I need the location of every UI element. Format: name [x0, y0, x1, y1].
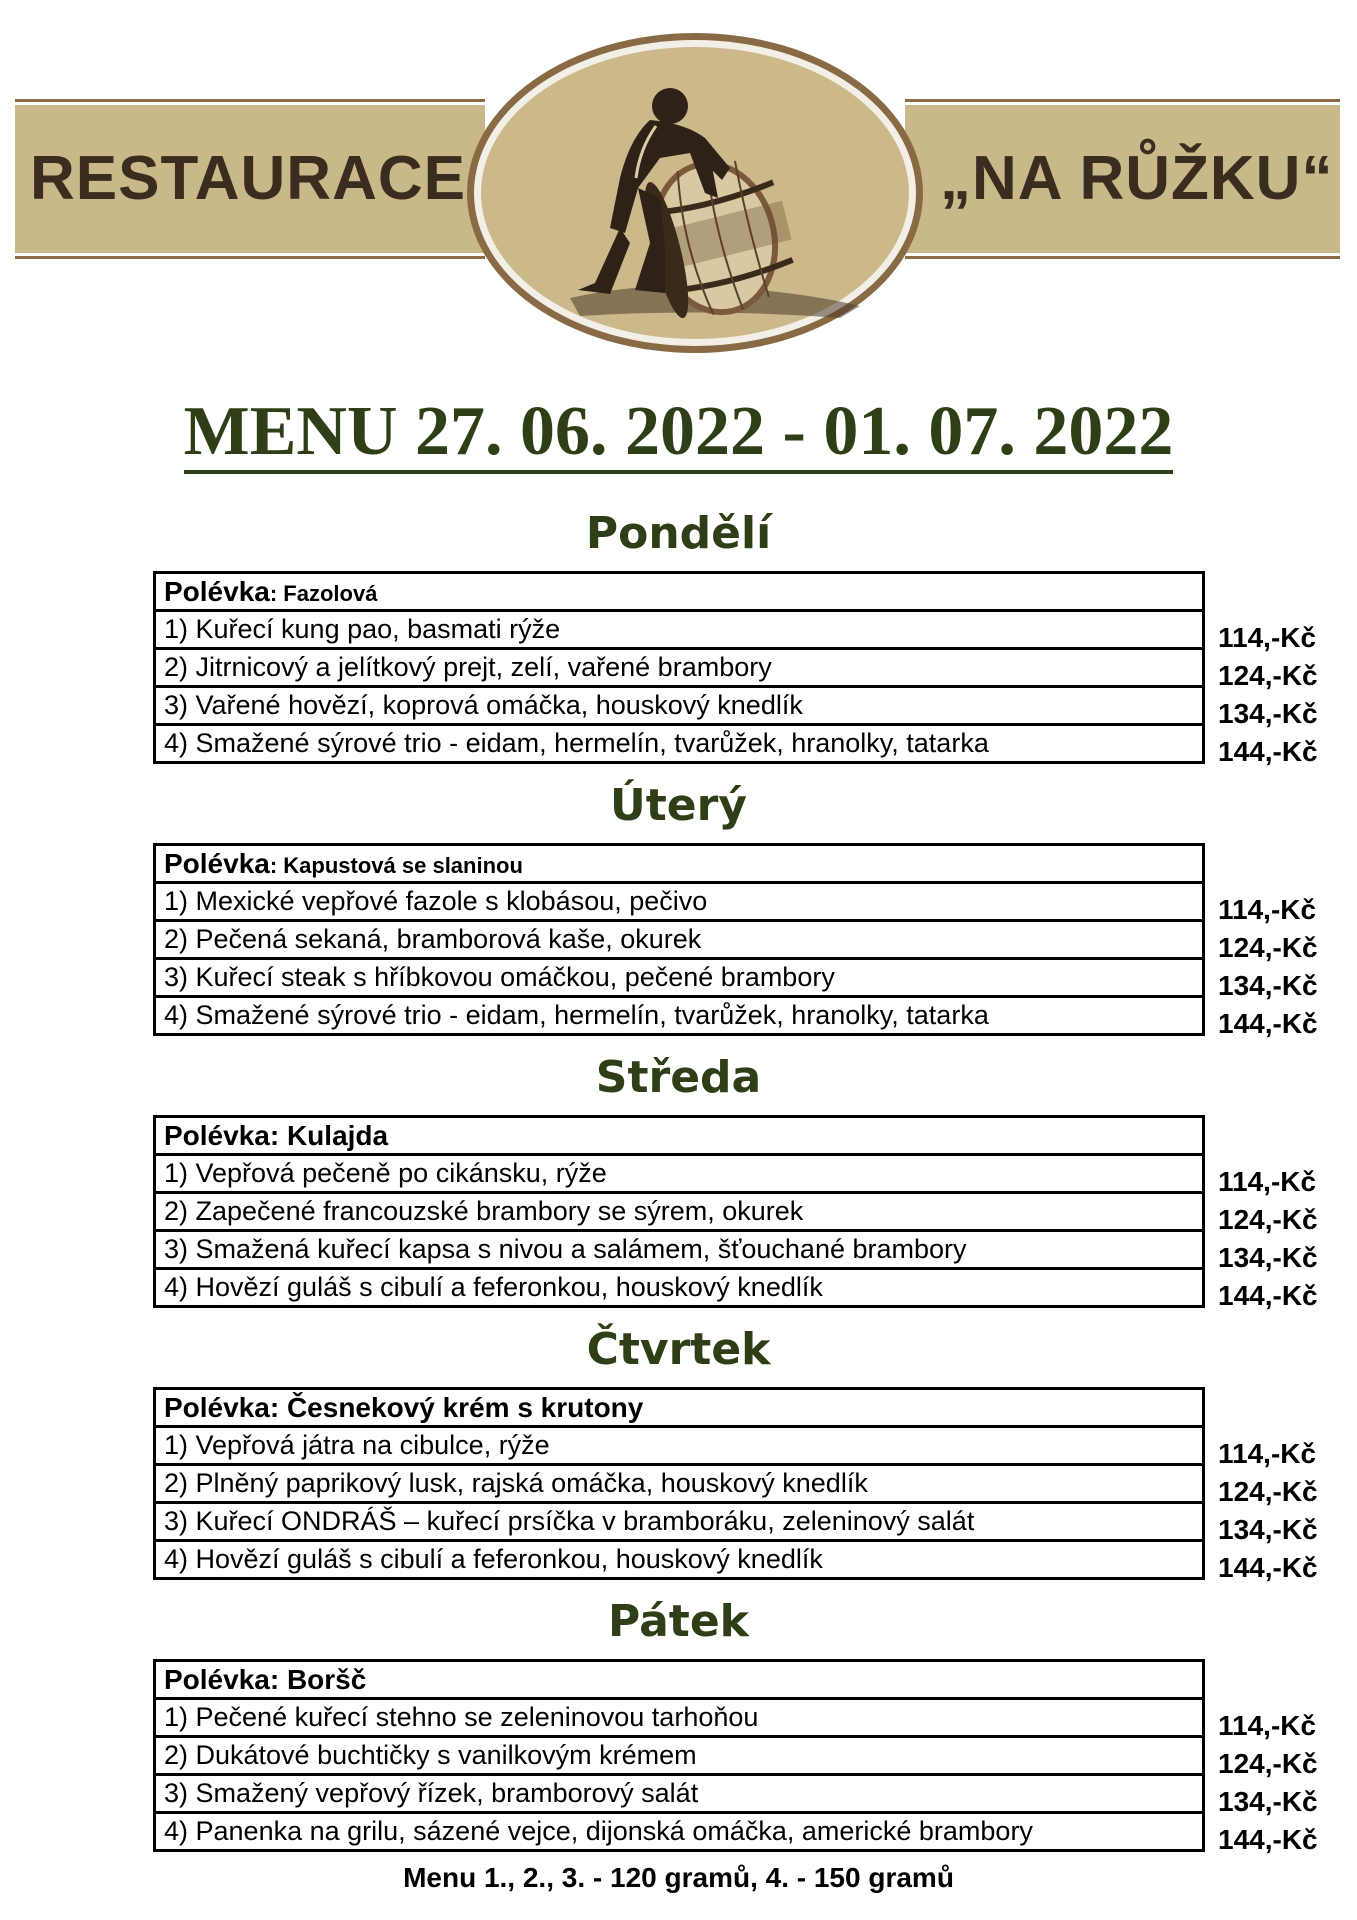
soup-label: Polévka [164, 848, 270, 879]
menu-item-1 [156, 1428, 1202, 1466]
dish-name: 2) Dukátové buchtičky s vanilkovým krémem [164, 1740, 697, 1770]
price: 114,-Kč [1218, 1710, 1317, 1741]
soup-label: Polévka [164, 576, 270, 607]
price: 134,-Kč [1218, 1242, 1318, 1273]
dish-name: 4) Smažené sýrové trio - eidam, hermelín, tvarůžek, hranolky, tatarka [164, 728, 989, 758]
soup-name: : Kulajda [269, 1120, 389, 1151]
menu-title-text: MENU 27. 06. 2022 - 01. 07. 2022 [184, 393, 1174, 474]
menu-item-2 [156, 1194, 1202, 1232]
menu-table [153, 1659, 1205, 1852]
dish-name: 2) Zapečené francouzské brambory se sýrem, okurek [164, 1196, 804, 1226]
menu-item-3 [156, 1232, 1202, 1270]
menu-item-4 [156, 1270, 1202, 1305]
menu-item-3 [156, 960, 1202, 998]
menu-table [153, 1387, 1205, 1580]
dish-name: 1) Vepřová pečeně po cikánsku, rýže [164, 1158, 607, 1188]
dish-name: 1) Mexické vepřové fazole s klobásou, pečivo [164, 886, 708, 916]
price: 134,-Kč [1218, 970, 1318, 1001]
price: 114,-Kč [1218, 894, 1317, 925]
day-name: Pátek [608, 1596, 749, 1647]
price: 134,-Kč [1218, 1786, 1318, 1817]
dish-name: 3) Smažená kuřecí kapsa s nivou a salámem, šťouchané brambory [164, 1234, 967, 1264]
menu-item-1 [156, 1700, 1202, 1738]
menu-item-4 [156, 726, 1202, 761]
price: 144,-Kč [1218, 1552, 1318, 1583]
soup-name: : Kapustová se slaninou [269, 853, 523, 878]
menu-item-2 [156, 922, 1202, 960]
price: 144,-Kč [1218, 736, 1318, 767]
day-name: Pondělí [585, 508, 772, 559]
soup-row [156, 846, 1202, 884]
menu-item-1 [156, 1156, 1202, 1194]
price: 124,-Kč [1218, 1476, 1318, 1507]
soup-label: Polévka [164, 1392, 270, 1423]
soup-row [156, 574, 1202, 612]
price: 144,-Kč [1218, 1824, 1318, 1855]
price: 114,-Kč [1218, 1438, 1317, 1469]
menu-title [0, 392, 1357, 472]
soup-row [156, 1390, 1202, 1428]
dish-name: 3) Kuřecí ONDRÁŠ – kuřecí prsíčka v bramboráku, zeleninový salát [164, 1506, 975, 1536]
soup-label: Polévka [164, 1120, 270, 1151]
dish-name: 2) Pečená sekaná, bramborová kaše, okurek [164, 924, 702, 954]
price: 144,-Kč [1218, 1008, 1318, 1039]
menu-item-4 [156, 998, 1202, 1033]
dish-name: 3) Kuřecí steak s hříbkovou omáčkou, pečené brambory [164, 962, 835, 992]
dish-name: 4) Hovězí guláš s cibulí a feferonkou, houskový knedlík [164, 1272, 823, 1302]
day-section-thursday [0, 1321, 1357, 1583]
day-section-monday [0, 505, 1357, 767]
price: 124,-Kč [1218, 660, 1318, 691]
soup-row [156, 1118, 1202, 1156]
price: 124,-Kč [1218, 1204, 1318, 1235]
menu-item-2 [156, 1738, 1202, 1776]
menu-item-3 [156, 1776, 1202, 1814]
day-section-tuesday [0, 777, 1357, 1039]
soup-name: : Boršč [269, 1664, 367, 1695]
price: 124,-Kč [1218, 932, 1318, 963]
menu-item-4 [156, 1814, 1202, 1849]
menu-item-3 [156, 1504, 1202, 1542]
brand-name-right: „NA RŮŽKU“ [940, 144, 1334, 213]
dish-name: 1) Pečené kuřecí stehno se zeleninovou tarhoňou [164, 1702, 759, 1732]
soup-row [156, 1662, 1202, 1700]
barrel-man-logo [460, 28, 930, 358]
menu-item-3 [156, 688, 1202, 726]
brand-name-left: RESTAURACE [30, 144, 466, 213]
portion-note: Menu 1., 2., 3. - 120 gramů, 4. - 150 gramů [403, 1862, 954, 1893]
dish-name: 4) Hovězí guláš s cibulí a feferonkou, houskový knedlík [164, 1544, 823, 1574]
day-section-wednesday [0, 1049, 1357, 1311]
dish-name: 3) Vařené hovězí, koprová omáčka, houskový knedlík [164, 690, 803, 720]
soup-label: Polévka [164, 1664, 270, 1695]
menu-item-1 [156, 612, 1202, 650]
price: 114,-Kč [1218, 1166, 1317, 1197]
day-name: Úterý [610, 780, 747, 831]
day-section-friday [0, 1593, 1357, 1855]
price: 144,-Kč [1218, 1280, 1318, 1311]
restaurant-header [0, 0, 1357, 380]
price: 134,-Kč [1218, 1514, 1318, 1545]
dish-name: 4) Smažené sýrové trio - eidam, hermelín, tvarůžek, hranolky, tatarka [164, 1000, 989, 1030]
dish-name: 3) Smažený vepřový řízek, bramborový salát [164, 1778, 699, 1808]
menu-item-2 [156, 1466, 1202, 1504]
menu-table [153, 1115, 1205, 1308]
day-name: Středa [595, 1052, 762, 1103]
soup-name: : Fazolová [269, 581, 378, 606]
soup-name: : Česnekový krém s krutony [269, 1392, 644, 1423]
menu-item-1 [156, 884, 1202, 922]
price: 124,-Kč [1218, 1748, 1318, 1779]
menu-table [153, 571, 1205, 764]
price: 114,-Kč [1218, 622, 1317, 653]
dish-name: 2) Jitrnicový a jelítkový prejt, zelí, vařené brambory [164, 652, 772, 682]
dish-name: 1) Vepřová játra na cibulce, rýže [164, 1430, 550, 1460]
dish-name: 1) Kuřecí kung pao, basmati rýže [164, 614, 561, 644]
price: 134,-Kč [1218, 698, 1318, 729]
dish-name: 4) Panenka na grilu, sázené vejce, dijonská omáčka, americké brambory [164, 1816, 1033, 1846]
menu-table [153, 843, 1205, 1036]
menu-item-2 [156, 650, 1202, 688]
dish-name: 2) Plněný paprikový lusk, rajská omáčka, houskový knedlík [164, 1468, 868, 1498]
menu-item-4 [156, 1542, 1202, 1577]
day-name: Čtvrtek [586, 1324, 771, 1375]
